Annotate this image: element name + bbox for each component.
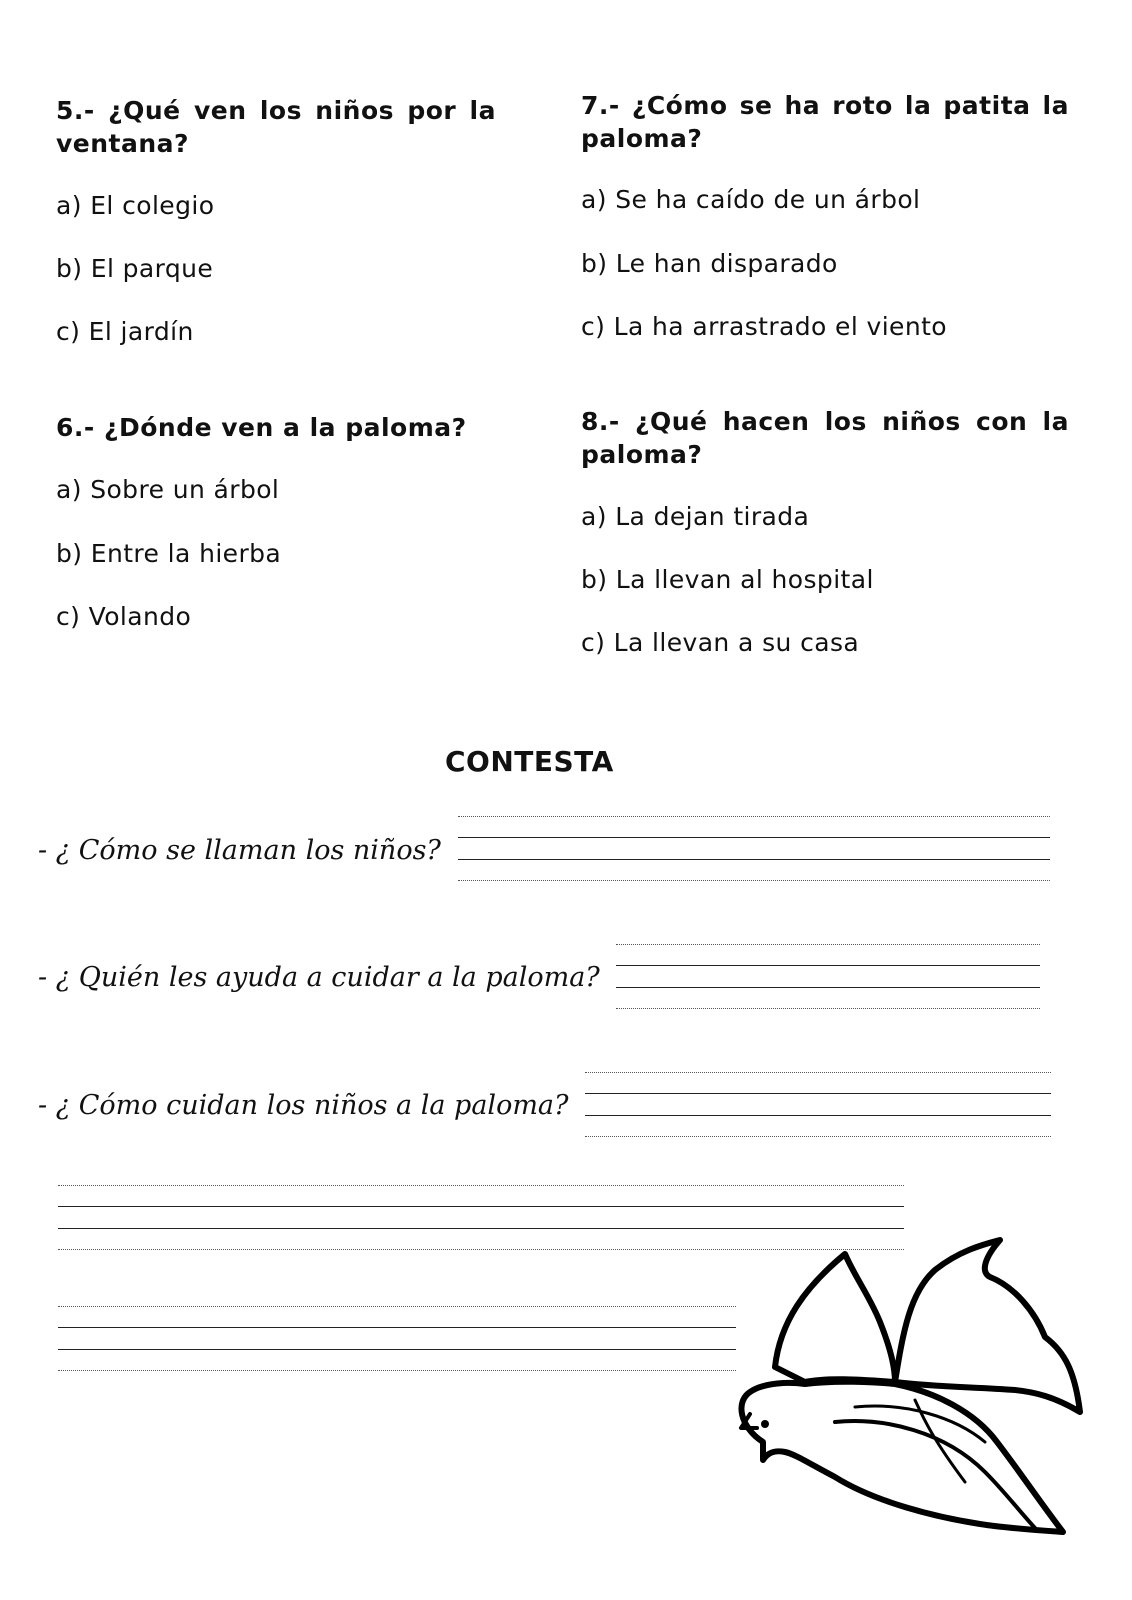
question-6: 6.- ¿Dónde ven a la paloma?: [56, 413, 467, 442]
question-6-option-c[interactable]: c) Volando: [56, 602, 192, 631]
question-8-option-a[interactable]: a) La dejan tirada: [581, 502, 810, 531]
question-8: 8.- ¿Qué hacen los niños con la paloma?: [581, 407, 1069, 469]
question-7: 7.- ¿Cómo se ha roto la patita la paloma?: [581, 91, 1069, 153]
answer-lines-1[interactable]: [458, 816, 1050, 882]
question-6-option-b[interactable]: b) Entre la hierba: [56, 539, 282, 568]
question-6-option-a[interactable]: a) Sobre un árbol: [56, 475, 280, 504]
question-7-option-c[interactable]: c) La ha arrastrado el viento: [581, 312, 947, 341]
question-7-option-b[interactable]: b) Le han disparado: [581, 249, 838, 278]
answer-prompt-3: - ¿ Cómo cuidan los niños a la paloma?: [38, 1090, 569, 1121]
answer-lines-3[interactable]: [585, 1072, 1051, 1138]
question-7-option-a[interactable]: a) Se ha caído de un árbol: [581, 185, 921, 214]
question-5-option-c[interactable]: c) El jardín: [56, 317, 194, 346]
dove-icon: [735, 1232, 1095, 1552]
question-5-option-a[interactable]: a) El colegio: [56, 191, 215, 220]
answer-prompt-1: - ¿ Cómo se llaman los niños?: [38, 835, 441, 866]
question-8-option-b[interactable]: b) La llevan al hospital: [581, 565, 874, 594]
question-5: 5.- ¿Qué ven los niños por la ventana?: [56, 96, 496, 158]
answer-lines-5[interactable]: [58, 1306, 736, 1372]
question-5-option-b[interactable]: b) El parque: [56, 254, 214, 283]
answer-prompt-2: - ¿ Quién les ayuda a cuidar a la paloma?: [38, 962, 600, 993]
answer-lines-2[interactable]: [616, 944, 1040, 1010]
section-title: CONTESTA: [445, 745, 614, 778]
question-8-option-c[interactable]: c) La llevan a su casa: [581, 628, 860, 657]
